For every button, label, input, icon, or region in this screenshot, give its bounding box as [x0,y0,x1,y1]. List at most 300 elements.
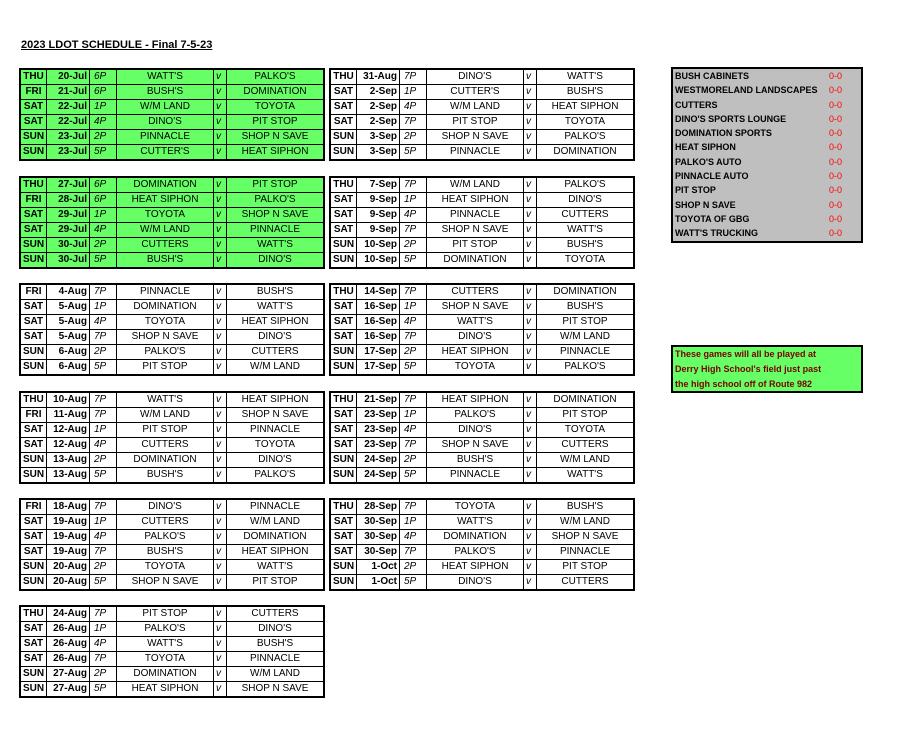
versus-label: v [214,177,227,193]
game-row [330,468,634,484]
game-date: 10-Sep [357,238,400,253]
versus-label: v [214,438,227,453]
versus-label: v [214,408,227,423]
game-row [20,515,324,530]
standings-row [672,68,862,83]
game-day: SUN [20,360,47,376]
game-day: SAT [330,438,357,453]
away-team: PINNACLE [537,545,635,560]
versus-label: v [214,392,227,408]
away-team: PIT STOP [537,560,635,575]
game-row [330,408,634,423]
home-team: TOYOTA [117,652,214,667]
game-time: 1P [90,515,117,530]
game-row [20,360,324,376]
away-team: PIT STOP [227,575,325,591]
schedule-block [329,283,635,376]
game-time: 4P [400,315,427,330]
team-record: 0-0 [829,142,843,153]
team-record: 0-0 [829,156,843,167]
game-time: 5P [90,682,117,698]
game-time: 6P [90,177,117,193]
game-row [20,575,324,591]
game-time: 2P [400,238,427,253]
game-time: 2P [400,453,427,468]
game-day: THU [330,177,357,193]
versus-label: v [214,115,227,130]
game-time: 4P [400,208,427,223]
home-team: HEAT SIPHON [117,682,214,698]
game-day: SAT [330,85,357,100]
away-team: BUSH'S [227,637,325,652]
away-team: PIT STOP [537,315,635,330]
game-day: THU [330,284,357,300]
game-date: 7-Sep [357,177,400,193]
home-team: DOMINATION [117,667,214,682]
game-date: 13-Aug [47,453,90,468]
home-team: DOMINATION [117,300,214,315]
game-row [20,667,324,682]
versus-label: v [214,208,227,223]
game-time: 5P [90,468,117,484]
game-day: THU [330,69,357,85]
game-day: THU [20,69,47,85]
game-row [330,253,634,269]
versus-label: v [524,499,537,515]
game-row [20,652,324,667]
game-date: 16-Sep [357,315,400,330]
versus-label: v [524,284,537,300]
game-date: 28-Sep [357,499,400,515]
away-team: PALKO'S [227,69,325,85]
game-day: SUN [330,238,357,253]
game-row [20,330,324,345]
game-day: SAT [330,330,357,345]
home-team: TOYOTA [117,208,214,223]
game-date: 30-Sep [357,545,400,560]
game-time: 7P [90,392,117,408]
game-date: 30-Jul [47,253,90,269]
game-day: SUN [330,575,357,591]
game-time: 5P [400,360,427,376]
home-team: BUSH'S [117,85,214,100]
home-team: SHOP N SAVE [427,300,524,315]
home-team: CUTTERS [117,515,214,530]
game-row [330,438,634,453]
game-time: 6P [90,193,117,208]
game-date: 30-Sep [357,515,400,530]
game-time: 7P [400,438,427,453]
game-time: 4P [90,223,117,238]
game-date: 22-Jul [47,115,90,130]
game-date: 12-Aug [47,423,90,438]
game-time: 5P [90,253,117,269]
game-row [20,208,324,223]
team-name: PALKO'S AUTO [675,156,742,167]
game-date: 23-Sep [357,423,400,438]
game-date: 30-Sep [357,530,400,545]
home-team: DINO'S [117,115,214,130]
game-time: 2P [400,560,427,575]
game-row [20,637,324,652]
home-team: SHOP N SAVE [427,223,524,238]
game-time: 7P [400,330,427,345]
game-day: SUN [20,468,47,484]
schedule-block [19,68,325,161]
game-day: SUN [20,130,47,145]
game-date: 26-Aug [47,652,90,667]
standings-row [672,169,862,183]
note-line: These games will all be played at [675,349,817,359]
game-day: FRI [20,499,47,515]
game-time: 4P [90,315,117,330]
standings-row [672,212,862,226]
game-day: SAT [330,530,357,545]
game-row [20,392,324,408]
schedule-block [329,68,635,161]
game-time: 7P [90,499,117,515]
game-row [20,468,324,484]
note-line: Derry High School's field just past [675,364,822,374]
game-time: 2P [90,560,117,575]
home-team: SHOP N SAVE [427,130,524,145]
game-time: 2P [90,238,117,253]
versus-label: v [214,560,227,575]
game-date: 27-Aug [47,682,90,698]
standings-row [672,226,862,241]
game-date: 31-Aug [357,69,400,85]
home-team: W/M LAND [117,100,214,115]
home-team: DINO'S [427,423,524,438]
game-row [330,85,634,100]
game-day: FRI [20,284,47,300]
game-date: 18-Aug [47,499,90,515]
game-time: 7P [90,284,117,300]
game-date: 23-Jul [47,130,90,145]
away-team: W/M LAND [537,453,635,468]
away-team: PIT STOP [227,115,325,130]
home-team: DINO'S [427,330,524,345]
game-date: 9-Sep [357,223,400,238]
away-team: CUTTERS [227,606,325,622]
game-time: 1P [400,515,427,530]
game-row [20,545,324,560]
game-date: 27-Aug [47,667,90,682]
versus-label: v [214,284,227,300]
team-name: CUTTERS [675,99,718,110]
home-team: WATT'S [117,637,214,652]
home-team: W/M LAND [117,408,214,423]
game-row [330,360,634,376]
game-date: 1-Oct [357,575,400,591]
standings-row [672,140,862,154]
home-team: BUSH'S [117,253,214,269]
team-record: 0-0 [829,128,843,139]
game-row [20,69,324,85]
home-team: HEAT SIPHON [427,392,524,408]
versus-label: v [214,468,227,484]
team-name: WATT'S TRUCKING [675,228,758,239]
game-day: SAT [330,315,357,330]
schedule-block [329,498,635,591]
game-date: 24-Aug [47,606,90,622]
home-team: BUSH'S [427,453,524,468]
game-date: 13-Aug [47,468,90,484]
versus-label: v [214,667,227,682]
game-time: 4P [400,423,427,438]
game-time: 4P [90,637,117,652]
game-date: 14-Sep [357,284,400,300]
versus-label: v [214,85,227,100]
standings-row [672,98,862,112]
game-row [330,392,634,408]
game-day: SUN [20,667,47,682]
home-team: WATT'S [117,69,214,85]
versus-label: v [214,360,227,376]
away-team: PINNACLE [227,223,325,238]
game-day: SUN [330,360,357,376]
home-team: DOMINATION [427,253,524,269]
game-day: SAT [20,545,47,560]
game-date: 12-Aug [47,438,90,453]
game-date: 20-Aug [47,575,90,591]
versus-label: v [214,575,227,591]
home-team: WATT'S [427,315,524,330]
game-day: SAT [20,423,47,438]
game-row [330,193,634,208]
game-day: SAT [330,515,357,530]
away-team: CUTTERS [537,575,635,591]
away-team: W/M LAND [227,515,325,530]
game-day: SAT [330,223,357,238]
game-row [330,238,634,253]
game-time: 5P [400,145,427,161]
game-day: SUN [20,560,47,575]
versus-label: v [524,453,537,468]
page-title: 2023 LDOT SCHEDULE - Final 7-5-23 [21,39,213,51]
game-time: 7P [400,545,427,560]
game-day: THU [20,606,47,622]
away-team: DINO'S [227,453,325,468]
game-date: 21-Sep [357,392,400,408]
home-team: SHOP N SAVE [427,438,524,453]
home-team: TOYOTA [427,499,524,515]
game-row [330,177,634,193]
versus-label: v [524,545,537,560]
game-time: 7P [90,330,117,345]
home-team: HEAT SIPHON [427,193,524,208]
game-time: 1P [400,300,427,315]
away-team: WATT'S [537,468,635,484]
team-name: HEAT SIPHON [675,142,736,153]
game-date: 19-Aug [47,515,90,530]
game-day: SAT [330,115,357,130]
away-team: PIT STOP [227,177,325,193]
game-day: SUN [330,345,357,360]
versus-label: v [524,69,537,85]
note-line: the high school off of Route 982 [675,379,812,389]
versus-label: v [214,682,227,698]
away-team: CUTTERS [537,438,635,453]
home-team: BUSH'S [117,468,214,484]
game-row [330,115,634,130]
game-time: 7P [400,177,427,193]
team-name: SHOP N SAVE [675,199,736,210]
game-row [330,530,634,545]
game-row [330,453,634,468]
home-team: PALKO'S [117,345,214,360]
home-team: DINO'S [427,69,524,85]
game-row [20,300,324,315]
game-time: 4P [90,115,117,130]
standings-row [672,126,862,140]
game-day: THU [330,392,357,408]
home-team: W/M LAND [427,100,524,115]
game-day: SAT [330,545,357,560]
versus-label: v [524,392,537,408]
away-team: DOMINATION [227,530,325,545]
home-team: CUTTER'S [117,145,214,161]
away-team: PALKO'S [537,130,635,145]
versus-label: v [524,238,537,253]
away-team: TOYOTA [537,423,635,438]
versus-label: v [524,530,537,545]
game-time: 7P [400,69,427,85]
home-team: PIT STOP [117,606,214,622]
game-time: 4P [90,530,117,545]
game-day: SUN [20,253,47,269]
home-team: PINNACLE [117,130,214,145]
away-team: HEAT SIPHON [227,545,325,560]
home-team: HEAT SIPHON [117,193,214,208]
game-time: 2P [90,667,117,682]
home-team: PIT STOP [117,423,214,438]
game-time: 5P [400,575,427,591]
away-team: DOMINATION [537,145,635,161]
versus-label: v [524,330,537,345]
game-row [330,145,634,161]
team-record: 0-0 [829,85,843,96]
team-record: 0-0 [829,228,843,239]
standings-row [672,83,862,97]
game-time: 6P [90,69,117,85]
versus-label: v [524,560,537,575]
versus-label: v [524,223,537,238]
away-team: PIT STOP [537,408,635,423]
versus-label: v [524,300,537,315]
game-row [20,453,324,468]
game-row [330,315,634,330]
game-time: 2P [90,453,117,468]
away-team: BUSH'S [537,300,635,315]
versus-label: v [214,606,227,622]
home-team: BUSH'S [117,545,214,560]
versus-label: v [214,300,227,315]
game-row [20,499,324,515]
versus-label: v [214,515,227,530]
game-date: 6-Aug [47,345,90,360]
away-team: PALKO'S [537,177,635,193]
game-day: SAT [330,423,357,438]
away-team: WATT'S [227,560,325,575]
game-time: 4P [90,438,117,453]
game-row [20,438,324,453]
game-date: 4-Aug [47,284,90,300]
away-team: DINO'S [227,253,325,269]
versus-label: v [524,438,537,453]
home-team: TOYOTA [117,315,214,330]
game-day: SAT [20,315,47,330]
game-day: FRI [20,408,47,423]
game-day: SUN [330,468,357,484]
game-row [20,622,324,637]
away-team: DOMINATION [227,85,325,100]
away-team: HEAT SIPHON [227,392,325,408]
game-row [330,100,634,115]
game-row [20,223,324,238]
team-record: 0-0 [829,199,843,210]
home-team: CUTTER'S [427,85,524,100]
game-row [20,115,324,130]
game-date: 16-Sep [357,300,400,315]
game-date: 17-Sep [357,360,400,376]
away-team: BUSH'S [537,238,635,253]
game-date: 9-Sep [357,193,400,208]
game-row [20,130,324,145]
game-day: SAT [20,223,47,238]
game-row [20,682,324,698]
team-record: 0-0 [829,99,843,110]
away-team: BUSH'S [537,499,635,515]
away-team: CUTTERS [537,208,635,223]
away-team: DINO'S [227,622,325,637]
game-time: 6P [90,85,117,100]
versus-label: v [524,423,537,438]
away-team: BUSH'S [537,85,635,100]
versus-label: v [524,145,537,161]
home-team: HEAT SIPHON [427,560,524,575]
game-day: SAT [20,330,47,345]
versus-label: v [214,423,227,438]
versus-label: v [524,177,537,193]
away-team: SHOP N SAVE [537,530,635,545]
versus-label: v [214,453,227,468]
game-day: THU [20,392,47,408]
game-date: 3-Sep [357,145,400,161]
game-time: 2P [400,130,427,145]
versus-label: v [214,545,227,560]
away-team: PINNACLE [537,345,635,360]
versus-label: v [524,100,537,115]
game-day: SUN [20,575,47,591]
versus-label: v [214,530,227,545]
game-date: 26-Aug [47,622,90,637]
home-team: PALKO'S [117,622,214,637]
game-time: 4P [400,100,427,115]
game-date: 26-Aug [47,637,90,652]
game-date: 23-Sep [357,408,400,423]
game-day: FRI [20,85,47,100]
away-team: PINNACLE [227,652,325,667]
away-team: HEAT SIPHON [227,315,325,330]
game-time: 1P [90,622,117,637]
game-row [330,208,634,223]
schedule-block [19,176,325,269]
game-time: 1P [90,208,117,223]
away-team: DOMINATION [537,392,635,408]
home-team: DINO'S [117,499,214,515]
game-day: SUN [330,560,357,575]
